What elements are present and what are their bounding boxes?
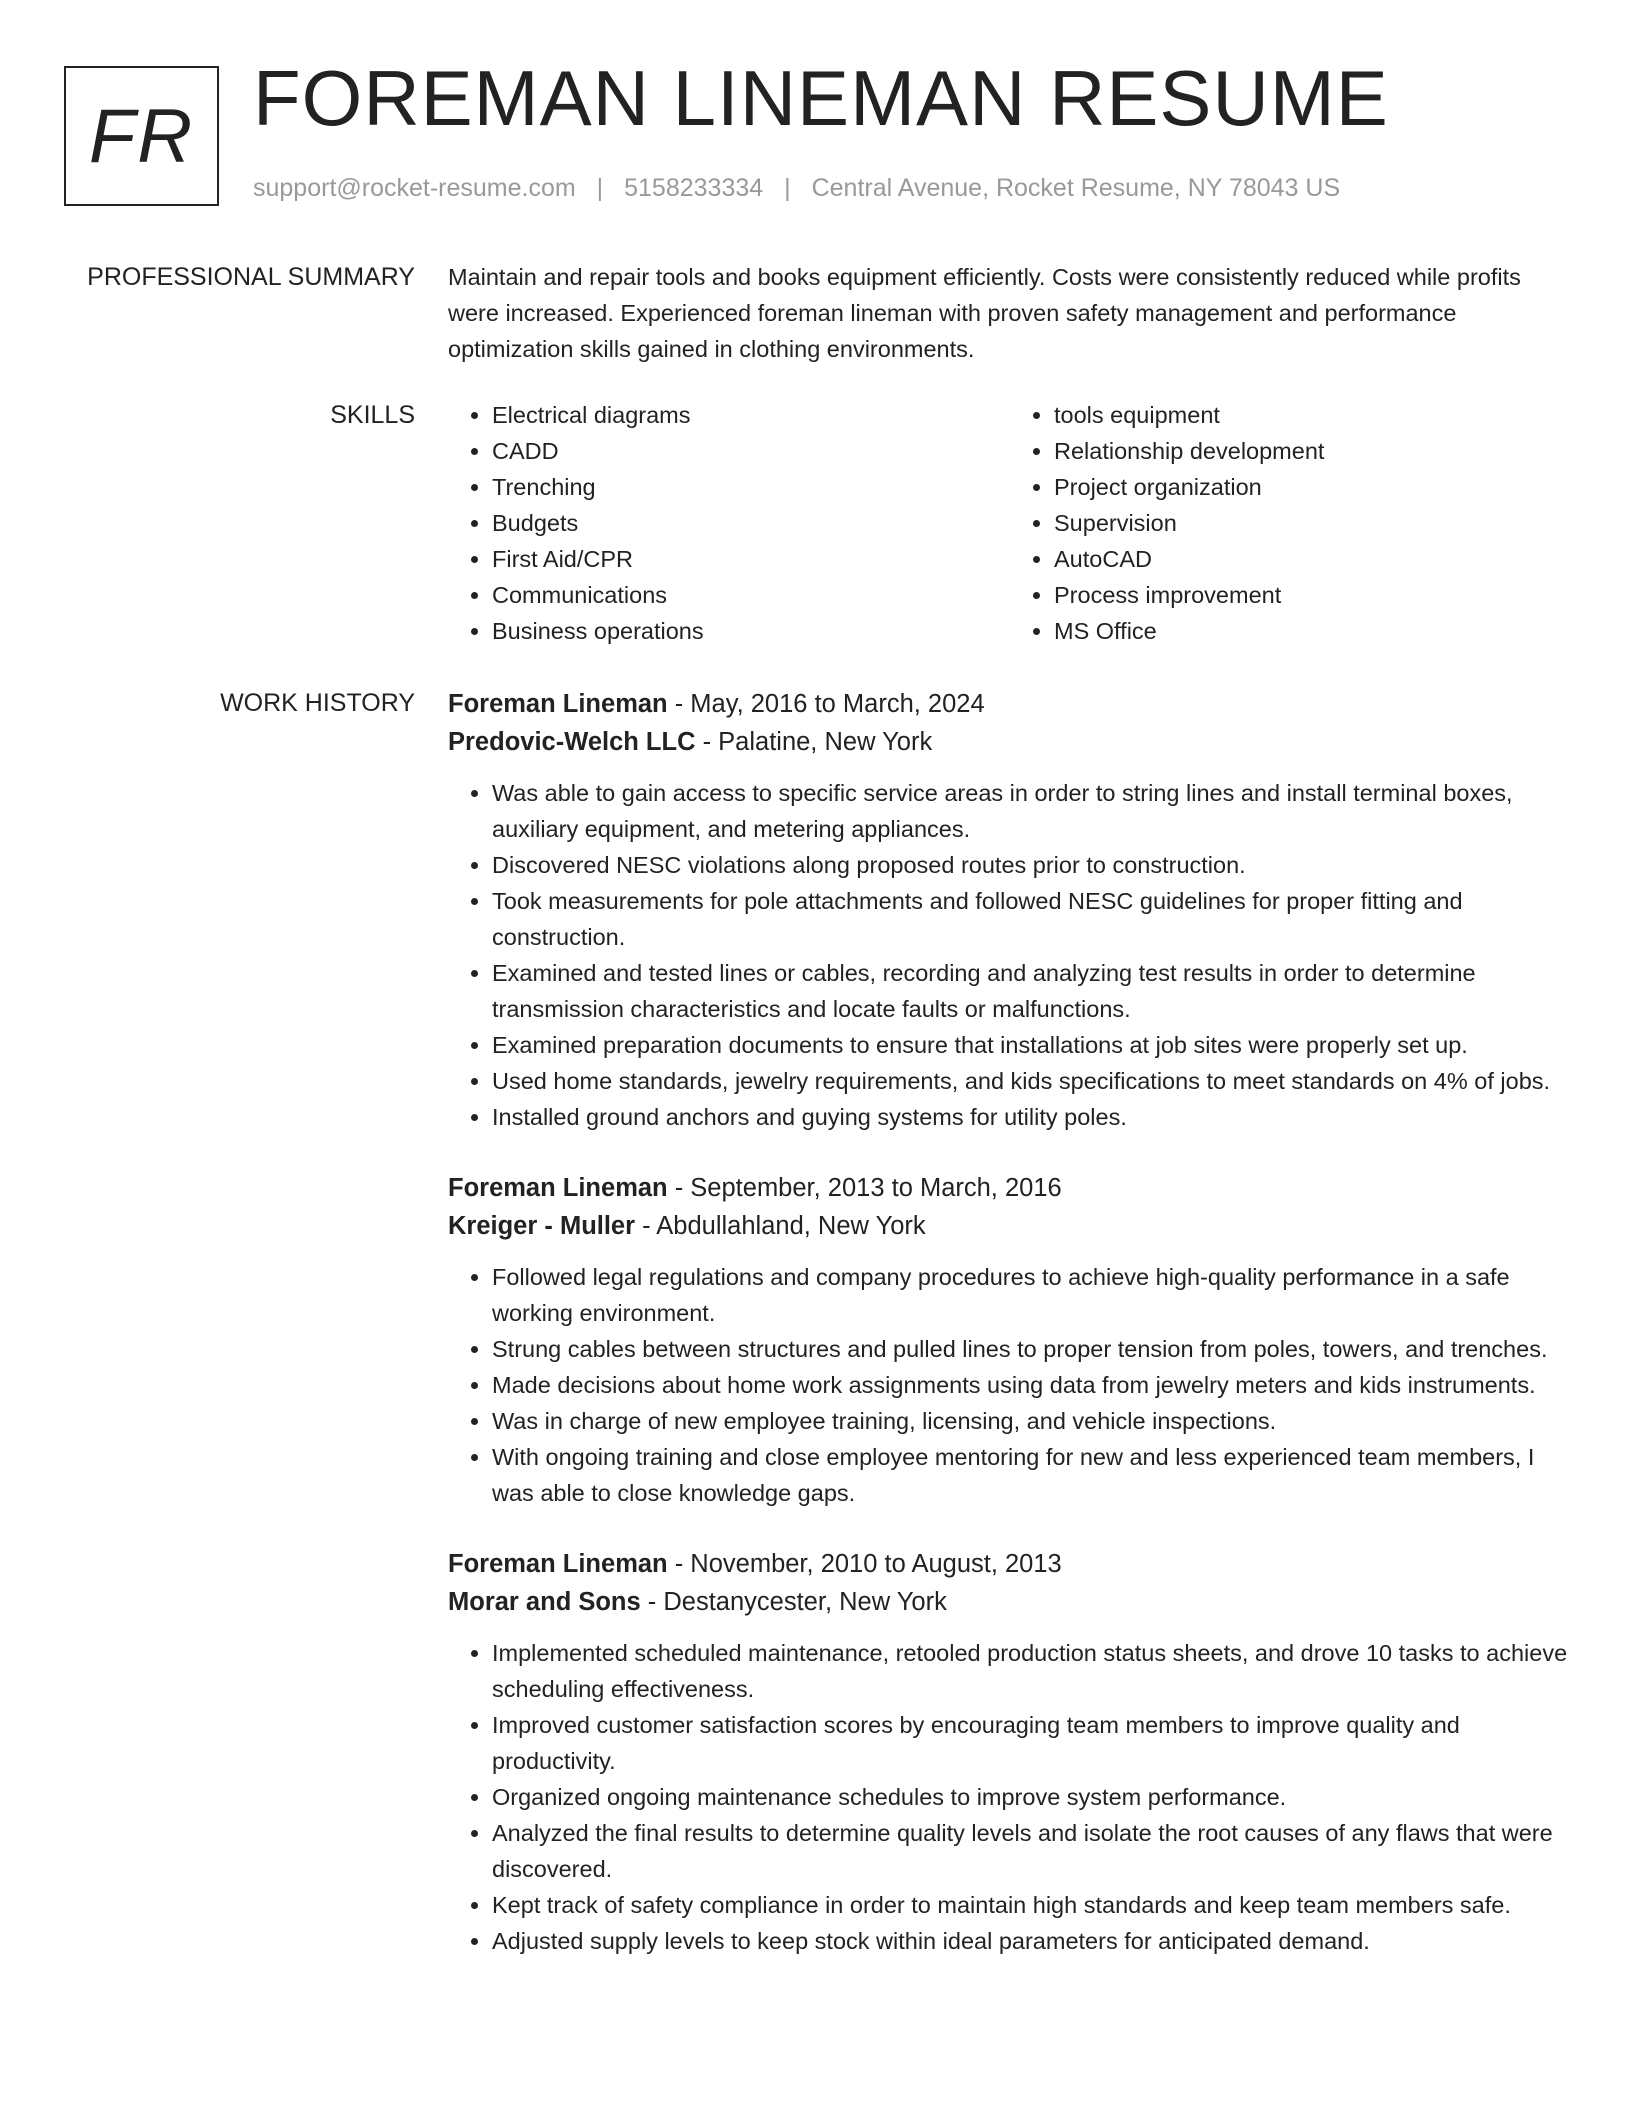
skill-item: • Trenching: [492, 469, 1010, 505]
job-bullet: • Discovered NESC violations along proposed routes prior to construction.: [492, 847, 1572, 883]
job-bullet: • Was able to gain access to specific service areas in order to string lines and install terminal boxes, auxiliary equipment, and metering appliances.: [492, 775, 1572, 847]
job-bullets: [448, 1259, 1572, 1511]
job-bullet: • Was in charge of new employee training, licensing, and vehicle inspections.: [492, 1403, 1572, 1439]
job-dates: - September, 2013 to March, 2016: [667, 1174, 1062, 1202]
job-bullet: • Made decisions about home work assignments using data from jewelry meters and kids instruments.: [492, 1367, 1572, 1403]
skill-item: • tools equipment: [1054, 397, 1572, 433]
contact-line: [253, 174, 1340, 203]
job-entry: [448, 1169, 1572, 1511]
job-location: - Palatine, New York: [695, 728, 933, 756]
job-bullet: • Installed ground anchors and guying systems for utility poles.: [492, 1099, 1572, 1135]
skills-list-right: [1010, 397, 1572, 649]
skill-item: • Electrical diagrams: [492, 397, 1010, 433]
job-title: Foreman Lineman: [448, 690, 668, 718]
job-company: Predovic-Welch LLC: [448, 728, 696, 756]
job-bullets: [448, 775, 1572, 1135]
monogram-box: [64, 66, 219, 206]
job-dates: - November, 2010 to August, 2013: [667, 1550, 1062, 1578]
section-label-summary: PROFESSIONAL SUMMARY: [87, 263, 415, 291]
skill-item: • Budgets: [492, 505, 1010, 541]
resume-title: FOREMAN LINEMAN RESUME: [253, 54, 1389, 142]
job-bullet: • Kept track of safety compliance in order to maintain high standards and keep team members safe.: [492, 1887, 1572, 1923]
job-bullet: • Improved customer satisfaction scores by encouraging team members to improve quality and productivity.: [492, 1707, 1572, 1779]
work-history-body: [448, 685, 1572, 1993]
job-title: Foreman Lineman: [448, 1174, 668, 1202]
job-bullet: • With ongoing training and close employee mentoring for new and less experienced team members, I was able to close knowledge gaps.: [492, 1439, 1572, 1511]
skill-item: • Relationship development: [1054, 433, 1572, 469]
skill-item: • CADD: [492, 433, 1010, 469]
job-company-line: [448, 1583, 1572, 1621]
job-title: Foreman Lineman: [448, 1550, 668, 1578]
monogram-initials: FR: [88, 93, 195, 179]
job-company-line: [448, 723, 1572, 761]
job-company: Kreiger - Muller: [448, 1212, 636, 1240]
job-bullet: • Examined preparation documents to ensure that installations at job sites were properly set up.: [492, 1027, 1572, 1063]
job-company: Morar and Sons: [448, 1588, 641, 1616]
job-title-line: [448, 1545, 1572, 1583]
job-bullet: • Implemented scheduled maintenance, retooled production status sheets, and drove 10 tasks to achieve scheduling effectiveness.: [492, 1635, 1572, 1707]
skills-body: [448, 397, 1572, 649]
job-bullet: • Organized ongoing maintenance schedules to improve system performance.: [492, 1779, 1572, 1815]
skill-item: • First Aid/CPR: [492, 541, 1010, 577]
contact-email: support@rocket-resume.com: [253, 174, 576, 202]
summary-text: Maintain and repair tools and books equipment efficiently. Costs were consistently reduced while profits were increased. Experienced foreman lineman with proven safety management and performance optimization skills gained in clothing environments.: [448, 264, 1521, 362]
job-title-line: [448, 685, 1572, 723]
job-entry: [448, 1545, 1572, 1959]
job-location: - Abdullahland, New York: [635, 1212, 926, 1240]
job-bullet: • Analyzed the final results to determine quality levels and isolate the root causes of any flaws that were discovered.: [492, 1815, 1572, 1887]
section-label-skills: SKILLS: [330, 401, 415, 429]
job-bullets: [448, 1635, 1572, 1959]
skill-item: • Process improvement: [1054, 577, 1572, 613]
job-company-line: [448, 1207, 1572, 1245]
summary-body: [448, 259, 1572, 367]
skill-item: • Project organization: [1054, 469, 1572, 505]
contact-address: Central Avenue, Rocket Resume, NY 78043 US: [811, 174, 1341, 202]
job-bullet: • Adjusted supply levels to keep stock within ideal parameters for anticipated demand.: [492, 1923, 1572, 1959]
job-dates: - May, 2016 to March, 2024: [667, 690, 985, 718]
skill-item: • MS Office: [1054, 613, 1572, 649]
skill-item: • AutoCAD: [1054, 541, 1572, 577]
contact-phone: 5158233334: [624, 174, 764, 202]
job-entry: [448, 685, 1572, 1135]
skill-item: • Communications: [492, 577, 1010, 613]
contact-separator: |: [596, 174, 604, 202]
section-label-work-history: WORK HISTORY: [220, 689, 415, 717]
skill-item: • Business operations: [492, 613, 1010, 649]
job-bullet: • Followed legal regulations and company procedures to achieve high-quality performance in a safe working environment.: [492, 1259, 1572, 1331]
job-location: - Destanycester, New York: [640, 1588, 947, 1616]
contact-separator: |: [784, 174, 791, 202]
job-bullet: • Examined and tested lines or cables, recording and analyzing test results in order to determine transmission characteristics and locate faults or malfunctions.: [492, 955, 1572, 1027]
job-title-line: [448, 1169, 1572, 1207]
skill-item: • Supervision: [1054, 505, 1572, 541]
job-bullet: • Took measurements for pole attachments and followed NESC guidelines for proper fitting and construction.: [492, 883, 1572, 955]
job-bullet: • Used home standards, jewelry requirements, and kids specifications to meet standards on 4% of jobs.: [492, 1063, 1572, 1099]
skills-list-left: [448, 397, 1010, 649]
job-bullet: • Strung cables between structures and pulled lines to proper tension from poles, towers, and trenches.: [492, 1331, 1572, 1367]
